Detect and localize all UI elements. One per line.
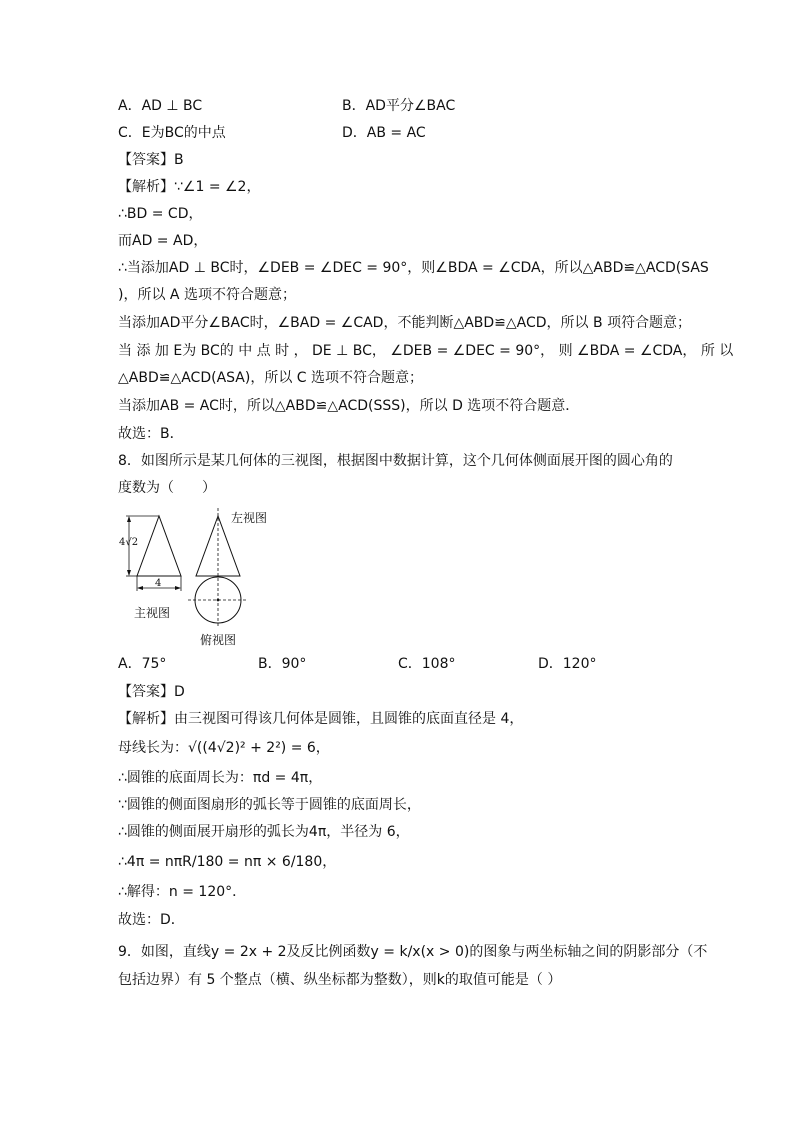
q7-option-d: D．AB = AC xyxy=(342,125,426,141)
q7-analysis-line: )，所以 A 选项不符合题意； xyxy=(118,287,296,303)
q8-answer: 【答案】D xyxy=(118,684,185,700)
height-arrow-top xyxy=(127,516,131,522)
height-arrow-bottom xyxy=(127,570,131,576)
q7-analysis-line: △ABD≌△ACD(ASA)，所以 C 选项不符合题意； xyxy=(118,370,424,386)
top-view-label: 俯视图 xyxy=(200,633,237,647)
q7-option-a: A．AD ⊥ BC xyxy=(118,98,203,114)
base-arrow-left xyxy=(137,586,143,590)
q9-stem-line: 包括边界）有 5 个整点（横、纵坐标都为整数），则k的取值可能是（ ） xyxy=(118,972,562,988)
q8-stem-line: 8．如图所示是某几何体的三视图，根据图中数据计算，这个几何体侧面展开图的圆心角的 xyxy=(118,453,673,469)
q8-analysis-line: ∴圆锥的底面周长为：πd = 4π， xyxy=(118,770,323,786)
three-views-figure xyxy=(118,508,288,648)
q7-analysis-line: 而AD = AD， xyxy=(118,233,208,249)
height-label: 4√2 xyxy=(119,537,139,548)
q7-analysis-line: 故选：B． xyxy=(118,426,184,442)
q8-option-b: B．90° xyxy=(258,656,307,672)
q8-analysis-line: ∵圆锥的侧面图扇形的弧长等于圆锥的底面周长， xyxy=(118,797,421,813)
q7-analysis-line: ∴BD = CD， xyxy=(118,206,203,222)
q8-analysis-line: 故选：D． xyxy=(118,912,185,928)
q7-analysis-line: 当添加AB = AC时，所以△ABD≌△ACD(SSS)，所以 D 选项不符合题意． xyxy=(118,398,580,414)
q9-stem-line: 9．如图，直线y = 2x + 2及反比例函数y = k/x(x > 0)的图象与两坐标轴之间的阴影部分（不 xyxy=(118,944,708,960)
q7-analysis-line: 【解析】∵∠1 = ∠2， xyxy=(118,179,261,195)
three-views-diagram xyxy=(118,508,288,648)
top-view-center xyxy=(217,599,220,602)
q7-answer: 【答案】B xyxy=(118,152,184,168)
q7-analysis-line: ∴当添加AD ⊥ BC时，∠DEB = ∠DEC = 90°，则∠BDA = ∠CDA，所以△ABD≌△ACD(SAS xyxy=(118,260,709,276)
q8-analysis-line: ∴圆锥的侧面展开扇形的弧长为4π，半径为 6， xyxy=(118,824,410,840)
q7-analysis-line: 当添加AD平分∠BAC时，∠BAD = ∠CAD，不能判断△ABD≌△ACD，所以 B 项符合题意； xyxy=(118,315,692,331)
q8-option-d: D．120° xyxy=(538,656,597,672)
left-view-label: 左视图 xyxy=(231,511,268,525)
base-label: 4 xyxy=(155,578,162,589)
q8-analysis-line: ∴解得：n = 120°． xyxy=(118,884,247,900)
q8-analysis-line: 【解析】由三视图可得该几何体是圆锥，且圆锥的底面直径是 4， xyxy=(118,711,524,727)
base-arrow-right xyxy=(175,586,181,590)
q8-option-c: C．108° xyxy=(398,656,456,672)
q7-option-b: B．AD平分∠BAC xyxy=(342,98,456,114)
q8-option-a: A．75° xyxy=(118,656,167,672)
front-view-triangle xyxy=(137,516,181,576)
q7-analysis-line: 当 添 加 E为 BC的 中 点 时 ， DE ⊥ BC， ∠DEB = ∠DEC = 90°， 则 ∠BDA = ∠CDA， 所 以 xyxy=(118,343,734,359)
q8-analysis-line: ∴4π = nπR/180 = nπ × 6/180， xyxy=(118,854,337,870)
q7-option-c: C．E为BC的中点 xyxy=(118,125,226,141)
q8-analysis-line: 母线长为：√((4√2)² + 2²) = 6， xyxy=(118,740,330,756)
q8-stem-line: 度数为（ ） xyxy=(118,480,216,496)
front-view-label: 主视图 xyxy=(134,606,171,620)
